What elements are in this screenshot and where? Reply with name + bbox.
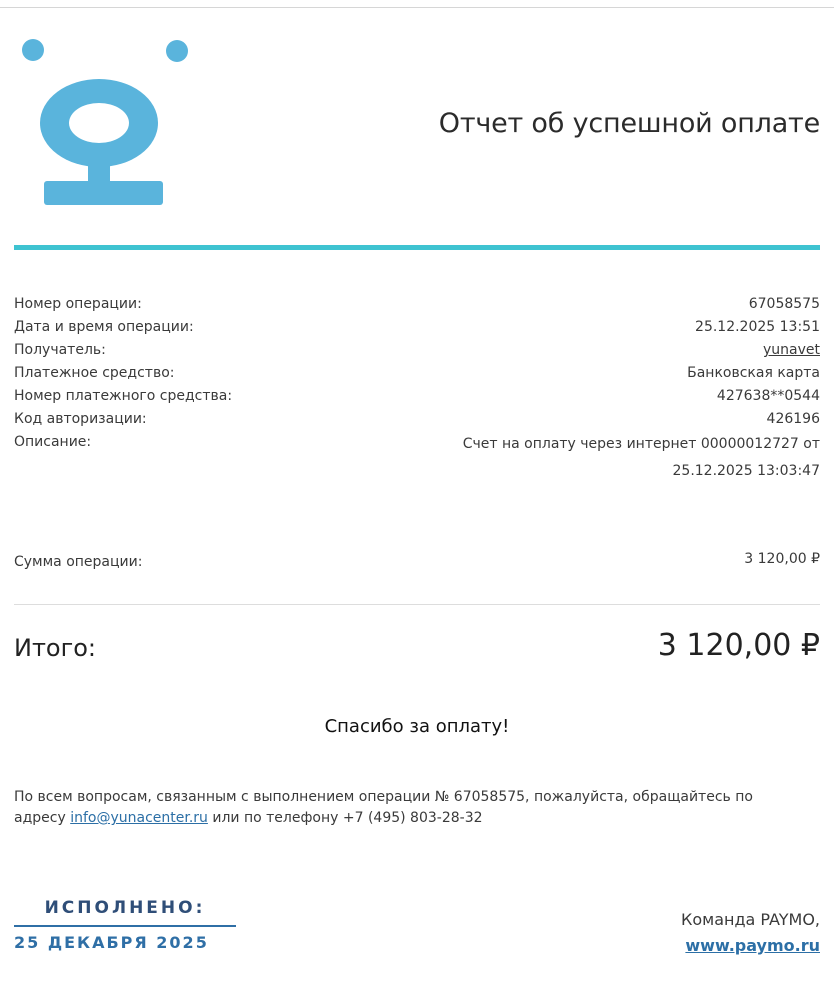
total-label: Итого: xyxy=(14,634,96,662)
contact-text-after: или по телефону +7 (495) 803-28-32 xyxy=(207,810,483,826)
total-value: 3 120,00 ₽ xyxy=(657,628,820,663)
detail-row-payment-number xyxy=(14,385,820,408)
description-line-1: Счет на оплату через интернет 00000012727 от xyxy=(462,436,820,452)
detail-row-datetime xyxy=(14,316,820,339)
description-label: Описание: xyxy=(14,434,92,450)
detail-row-payment-method xyxy=(14,362,820,385)
operation-number-label: Номер операции: xyxy=(14,296,142,312)
amount-value: 3 120,00 ₽ xyxy=(744,551,820,567)
completed-stamp xyxy=(14,898,236,952)
recipient-label: Получатель: xyxy=(14,342,106,358)
team-name: Команда PAYMO, xyxy=(680,910,820,929)
page-title: Отчет об успешной оплате xyxy=(438,108,820,139)
top-border xyxy=(0,7,834,8)
amount-label: Сумма операции: xyxy=(14,554,143,570)
description-line-2: 25.12.2025 13:03:47 xyxy=(672,463,820,479)
payment-method-label: Платежное средство: xyxy=(14,365,175,381)
accent-divider xyxy=(14,245,820,250)
payment-method-value: Банковская карта xyxy=(687,365,820,381)
amount-row xyxy=(14,551,820,577)
total-divider xyxy=(14,604,820,605)
auth-code-label: Код авторизации: xyxy=(14,411,147,427)
stamp-divider xyxy=(14,925,236,927)
site-link[interactable]: www.paymo.ru xyxy=(685,936,820,955)
detail-row-operation-number xyxy=(14,293,820,316)
auth-code-value: 426196 xyxy=(766,411,820,427)
payment-number-value: 427638**0544 xyxy=(716,388,820,404)
datetime-value: 25.12.2025 13:51 xyxy=(695,319,820,335)
team-signature xyxy=(681,907,820,959)
contact-email-link[interactable]: info@yunacenter.ru xyxy=(70,810,208,826)
payment-number-label: Номер платежного средства: xyxy=(14,388,233,404)
contact-info xyxy=(14,787,804,829)
datetime-label: Дата и время операции: xyxy=(14,319,194,335)
operation-details xyxy=(14,293,820,485)
detail-row-auth-code xyxy=(14,408,820,431)
thanks-message: Спасибо за оплату! xyxy=(324,716,510,737)
detail-row-recipient xyxy=(14,339,820,362)
operation-number-value: 67058575 xyxy=(748,296,820,312)
recipient-link[interactable]: yunavet xyxy=(763,342,820,358)
contact-text-before: По всем вопросам, связанным с выполнением операции № 67058575, пожалуйста, обращайтесь по адресу xyxy=(14,789,753,826)
stamp-status: ИСПОЛНЕНО: xyxy=(44,898,206,918)
stamp-date: 25 ДЕКАБРЯ 2025 xyxy=(14,933,209,952)
detail-row-description xyxy=(14,431,820,485)
description-value xyxy=(463,431,820,485)
yuna-logo-icon xyxy=(18,36,190,208)
